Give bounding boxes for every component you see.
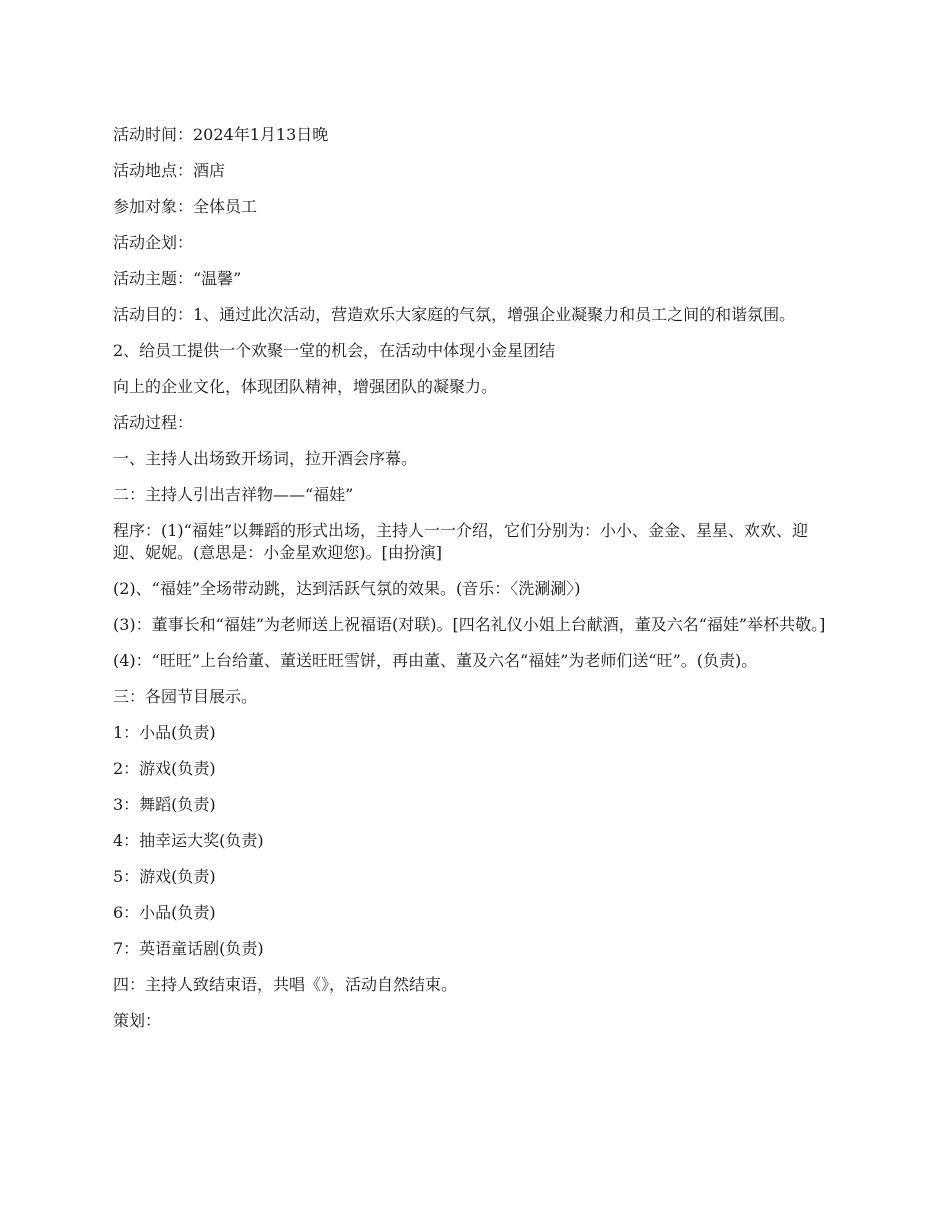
planner-label: 策划： — [113, 1011, 162, 1030]
process-step-4: 四：主持人致结束语，共唱《》，活动自然结束。 — [113, 975, 458, 994]
participants: 参加对象：全体员工 — [113, 197, 258, 216]
activity-purpose-1: 活动目的：1、通过此次活动，营造欢乐大家庭的气氛，增强企业凝聚力和员工之间的和谐氛围。 — [113, 305, 796, 324]
activity-purpose-2-continued: 向上的企业文化，体现团队精神，增强团队的凝聚力。 — [113, 377, 498, 396]
show-item-5: 5：游戏(负责) — [113, 867, 216, 886]
activity-time: 活动时间：2024年1月13日晚 — [113, 125, 329, 144]
process-step-2: 二：主持人引出吉祥物——“福娃” — [113, 485, 354, 504]
program-item-2: (2)、“福娃”全场带动跳，达到活跃气氛的效果。(音乐：〈洗涮涮〉) — [113, 579, 581, 598]
document-body — [113, 124, 835, 1046]
show-item-1: 1：小品(负责) — [113, 723, 216, 742]
show-item-7: 7：英语童话剧(负责) — [113, 939, 264, 958]
activity-location: 活动地点：酒店 — [113, 161, 226, 180]
process-step-3: 三：各园节目展示。 — [113, 687, 258, 706]
program-item-1: 程序：(1)“福娃”以舞蹈的形式出场，主持人一一介绍，它们分别为：小小、金金、星星、欢欢、迎迎、妮妮。(意思是：小金星欢迎您)。[由扮演] — [113, 521, 809, 562]
show-item-6: 6：小品(负责) — [113, 903, 216, 922]
activity-purpose-2: 2、给员工提供一个欢聚一堂的机会，在活动中体现小金星团结 — [113, 341, 556, 360]
show-item-4: 4：抽幸运大奖(负责) — [113, 831, 264, 850]
show-item-3: 3：舞蹈(负责) — [113, 795, 216, 814]
process-step-1: 一、主持人出场致开场词，拉开酒会序幕。 — [113, 449, 418, 468]
activity-planning-heading: 活动企划： — [113, 233, 194, 252]
show-item-2: 2：游戏(负责) — [113, 759, 216, 778]
program-item-4: (4)：“旺旺”上台给董、董送旺旺雪饼，再由董、董及六名“福娃”为老师们送“旺”。(负责)。 — [113, 651, 758, 670]
activity-process-heading: 活动过程： — [113, 413, 194, 432]
activity-theme: 活动主题：“温馨” — [113, 269, 242, 288]
program-item-3: (3)：董事长和“福娃”为老师送上祝福语(对联)。[四名礼仪小姐上台献酒，董及六名“福娃”举杯共敬。] — [113, 615, 826, 634]
